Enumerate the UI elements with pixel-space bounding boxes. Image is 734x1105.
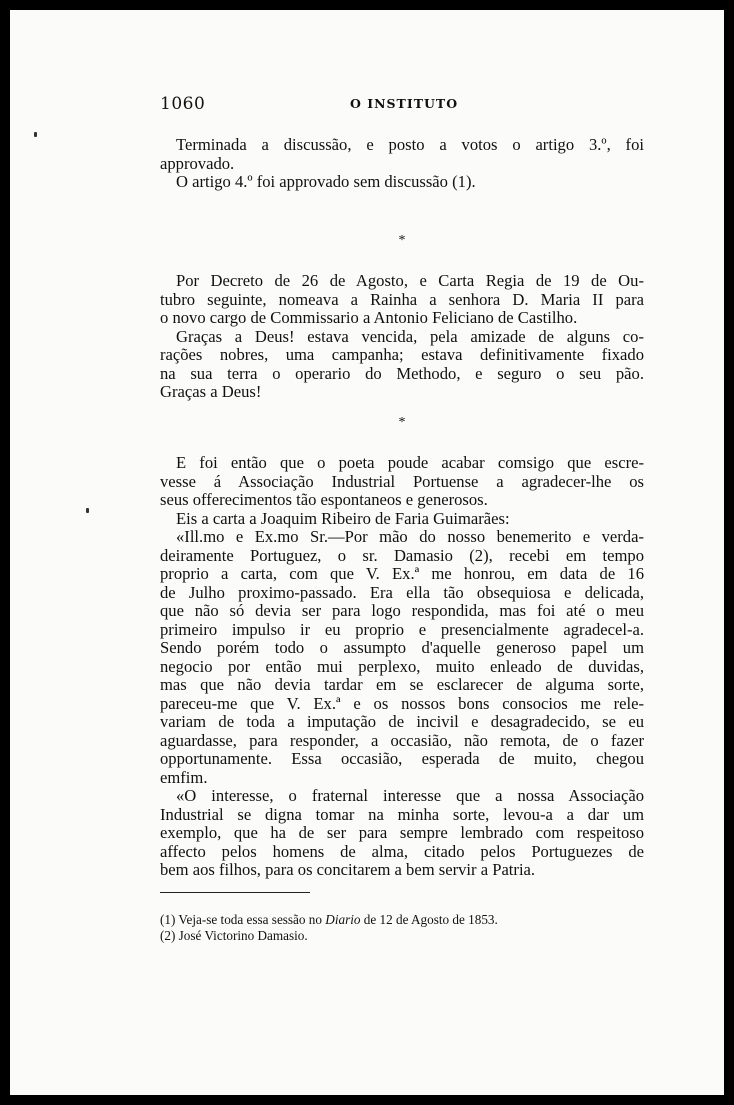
- text-line: Eis a carta a Joaquim Ribeiro de Faria Guimarães:: [176, 508, 510, 528]
- text-line: pareceu-me que V. Ex.ª e os nossos bons consocios me rele-: [160, 693, 644, 713]
- text-line: Terminada a discussão, e posto a votos o artigo 3.º, foi: [176, 135, 644, 154]
- text-line: emfim.: [160, 767, 208, 787]
- footnote-1-italic: Diario: [325, 912, 361, 927]
- text-line: que não só devia ser para logo respondida, mas foi até o meu: [160, 601, 644, 620]
- text-line: aguardasse, para responder, a occasião, não remota, de o fazer: [160, 730, 644, 750]
- stray-mark: [34, 132, 37, 137]
- text-line: Sendo porém todo o assumpto d'aquelle generoso papel um: [160, 638, 644, 657]
- section-separator: *: [398, 233, 406, 248]
- text-line: Graças a Deus!: [160, 382, 262, 401]
- footnote-rule: [160, 892, 310, 893]
- text-line: Industrial se digna tomar na minha sorte, levou-a a dar um: [160, 804, 644, 824]
- footnote-1: [160, 912, 620, 928]
- text-line: E foi então que o poeta poude acabar comsigo que escre-: [176, 453, 644, 472]
- book-page: [10, 10, 724, 1095]
- text-line: variam de toda a imputação de incivil e desagradecido, se eu: [160, 712, 644, 731]
- text-line: tubro seguinte, nomeava a Rainha a senhora D. Maria II para: [160, 289, 644, 309]
- text-line: negocio por então mui perplexo, muito enleado de duvidas,: [160, 656, 644, 676]
- paragraph-block-2: [160, 272, 644, 402]
- footnote-1-text: (1) Veja-se toda essa sessão no: [160, 912, 326, 927]
- section-separator: *: [398, 415, 406, 430]
- text-line: exemplo, que ha de ser para sempre lembrado com respeitoso: [160, 823, 644, 842]
- text-line: bem aos filhos, para os concitarem a bem servir a Patria.: [160, 860, 536, 879]
- text-line: «O interesse, o fraternal interesse que a nossa Associação: [176, 786, 644, 805]
- text-line: o novo cargo de Commissario a Antonio Feliciano de Castilho.: [160, 308, 578, 327]
- footnote-1-text-end: de 12 de Agosto de 1853.: [360, 912, 498, 927]
- text-line: affecto pelos homens de alma, citado pelos Portuguezes de: [160, 841, 644, 861]
- text-line: seus offerecimentos tão espontaneos e generosos.: [160, 490, 488, 509]
- text-line: approvado.: [160, 153, 235, 173]
- page-number: 1060: [160, 94, 206, 114]
- text-line: opportunamente. Essa occasião, esperada de muito, chegou: [160, 749, 644, 768]
- text-line: O artigo 4.º foi approvado sem discussão (1).: [176, 172, 476, 191]
- footnotes: [160, 912, 620, 944]
- running-title: O INSTITUTO: [350, 96, 459, 111]
- footnote-2: (2) José Victorino Damasio.: [160, 928, 308, 943]
- text-line: rações nobres, uma campanha; estava definitivamente fixado: [160, 345, 644, 364]
- text-line: primeiro impulso ir eu proprio e presencialmente agradecel-a.: [160, 619, 644, 639]
- text-line: Por Decreto de 26 de Agosto, e Carta Regia de 19 de Ou-: [176, 271, 644, 290]
- page-header: [160, 94, 460, 116]
- stray-mark: [86, 508, 89, 513]
- paragraph-block-1: [160, 136, 644, 192]
- paragraph-block-3: [160, 454, 644, 880]
- text-line: na sua terra o operario do Methodo, e seguro o seu pão.: [160, 363, 644, 383]
- text-line: deiramente Portuguez, o sr. Damasio (2), recebi em tempo: [160, 545, 644, 565]
- text-line: Graças a Deus! estava vencida, pela amizade de alguns co-: [176, 326, 644, 346]
- text-line: «Ill.mo e Ex.mo Sr.—Por mão do nosso benemerito e verda-: [176, 527, 644, 546]
- text-line: vesse á Associação Industrial Portuense a agradecer-lhe os: [160, 471, 644, 491]
- text-line: proprio a carta, com que V. Ex.ª me honrou, em data de 16: [160, 564, 644, 583]
- text-line: de Julho proximo-passado. Era ella tão obsequiosa e delicada,: [160, 582, 644, 602]
- text-line: mas que não devia tardar em se esclarecer de alguma sorte,: [160, 675, 644, 694]
